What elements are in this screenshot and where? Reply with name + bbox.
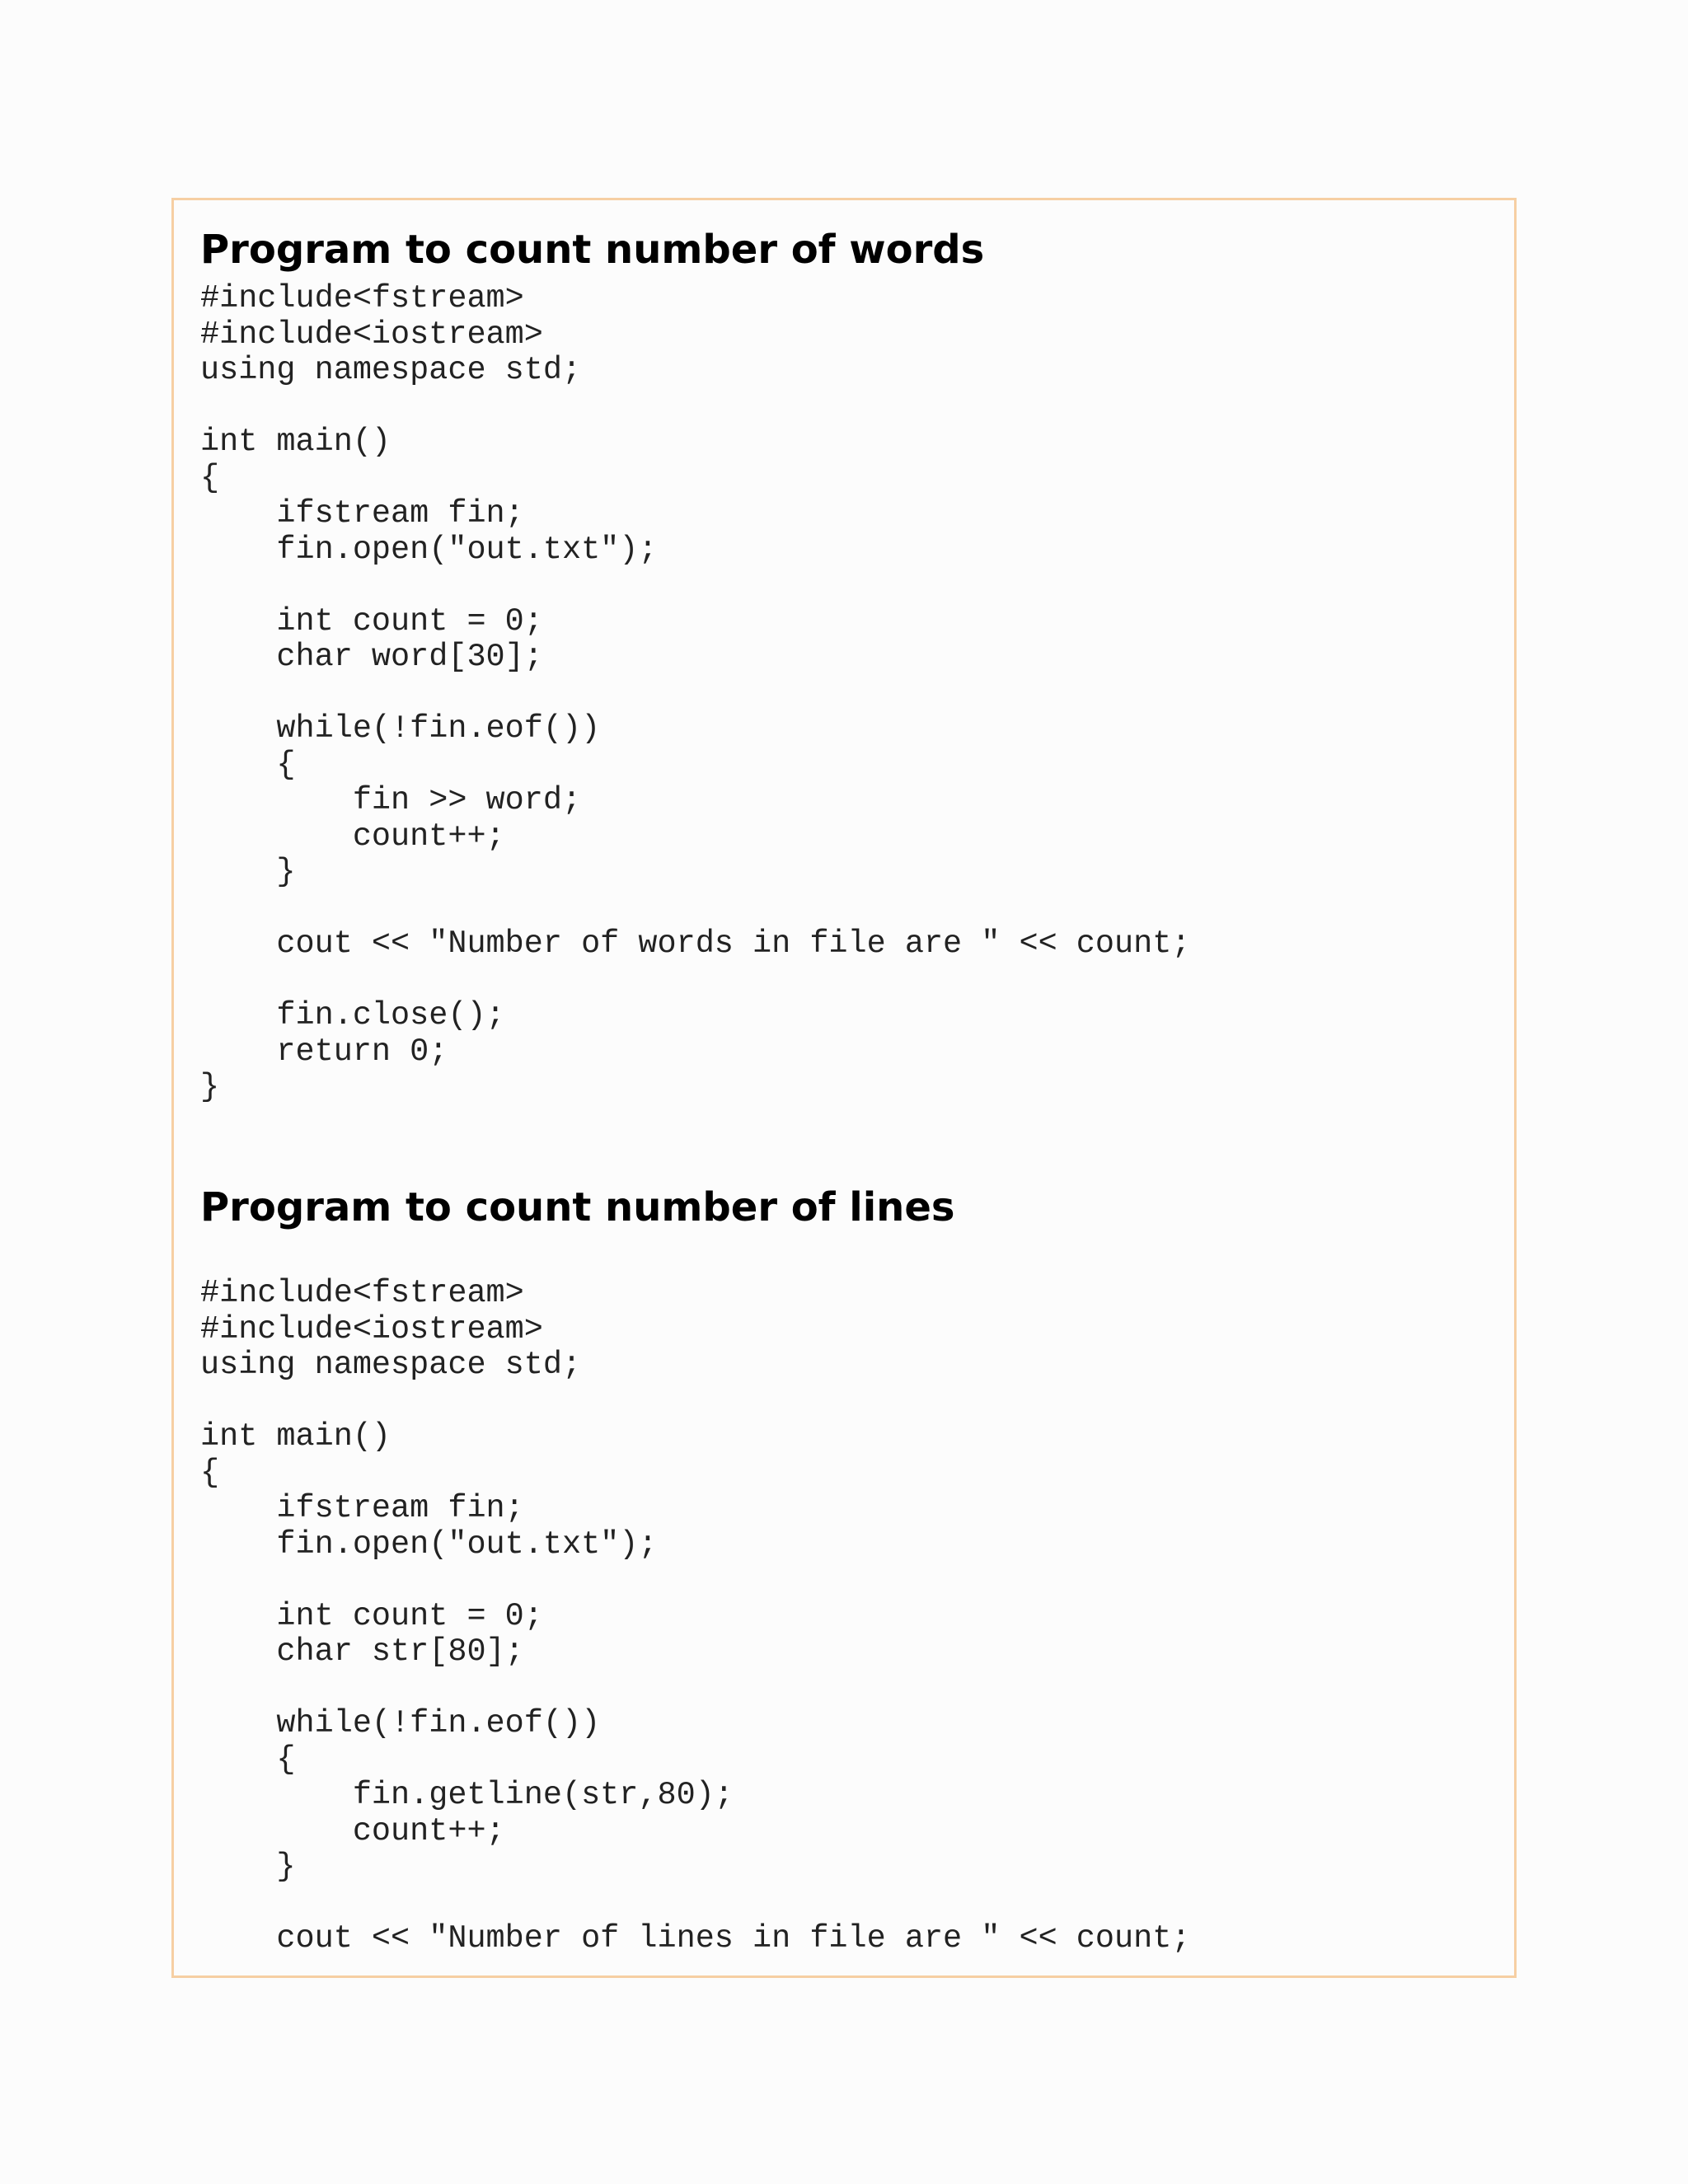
code-block-words-program: #include<fstream> #include<iostream> using namespace std; int main() { ifstream fin; fin.open("out.txt"); int count = 0; char word[30]; while(!fin.eof()) { fin >> word; count++; } cout << "Number of words in file are " << count; fin.close(); return 0; } [200,280,1191,1105]
section-title-words-program: Program to count number of words [200,227,985,273]
section-title-lines-program: Program to count number of lines [200,1184,955,1230]
code-block-lines-program: #include<fstream> #include<iostream> using namespace std; int main() { ifstream fin; fin.open("out.txt"); int count = 0; char str[80]; while(!fin.eof()) { fin.getline(str,80); count++; } cout << "Number of lines in file are " << count; [200,1275,1191,1957]
code-document-frame [171,198,1517,1978]
